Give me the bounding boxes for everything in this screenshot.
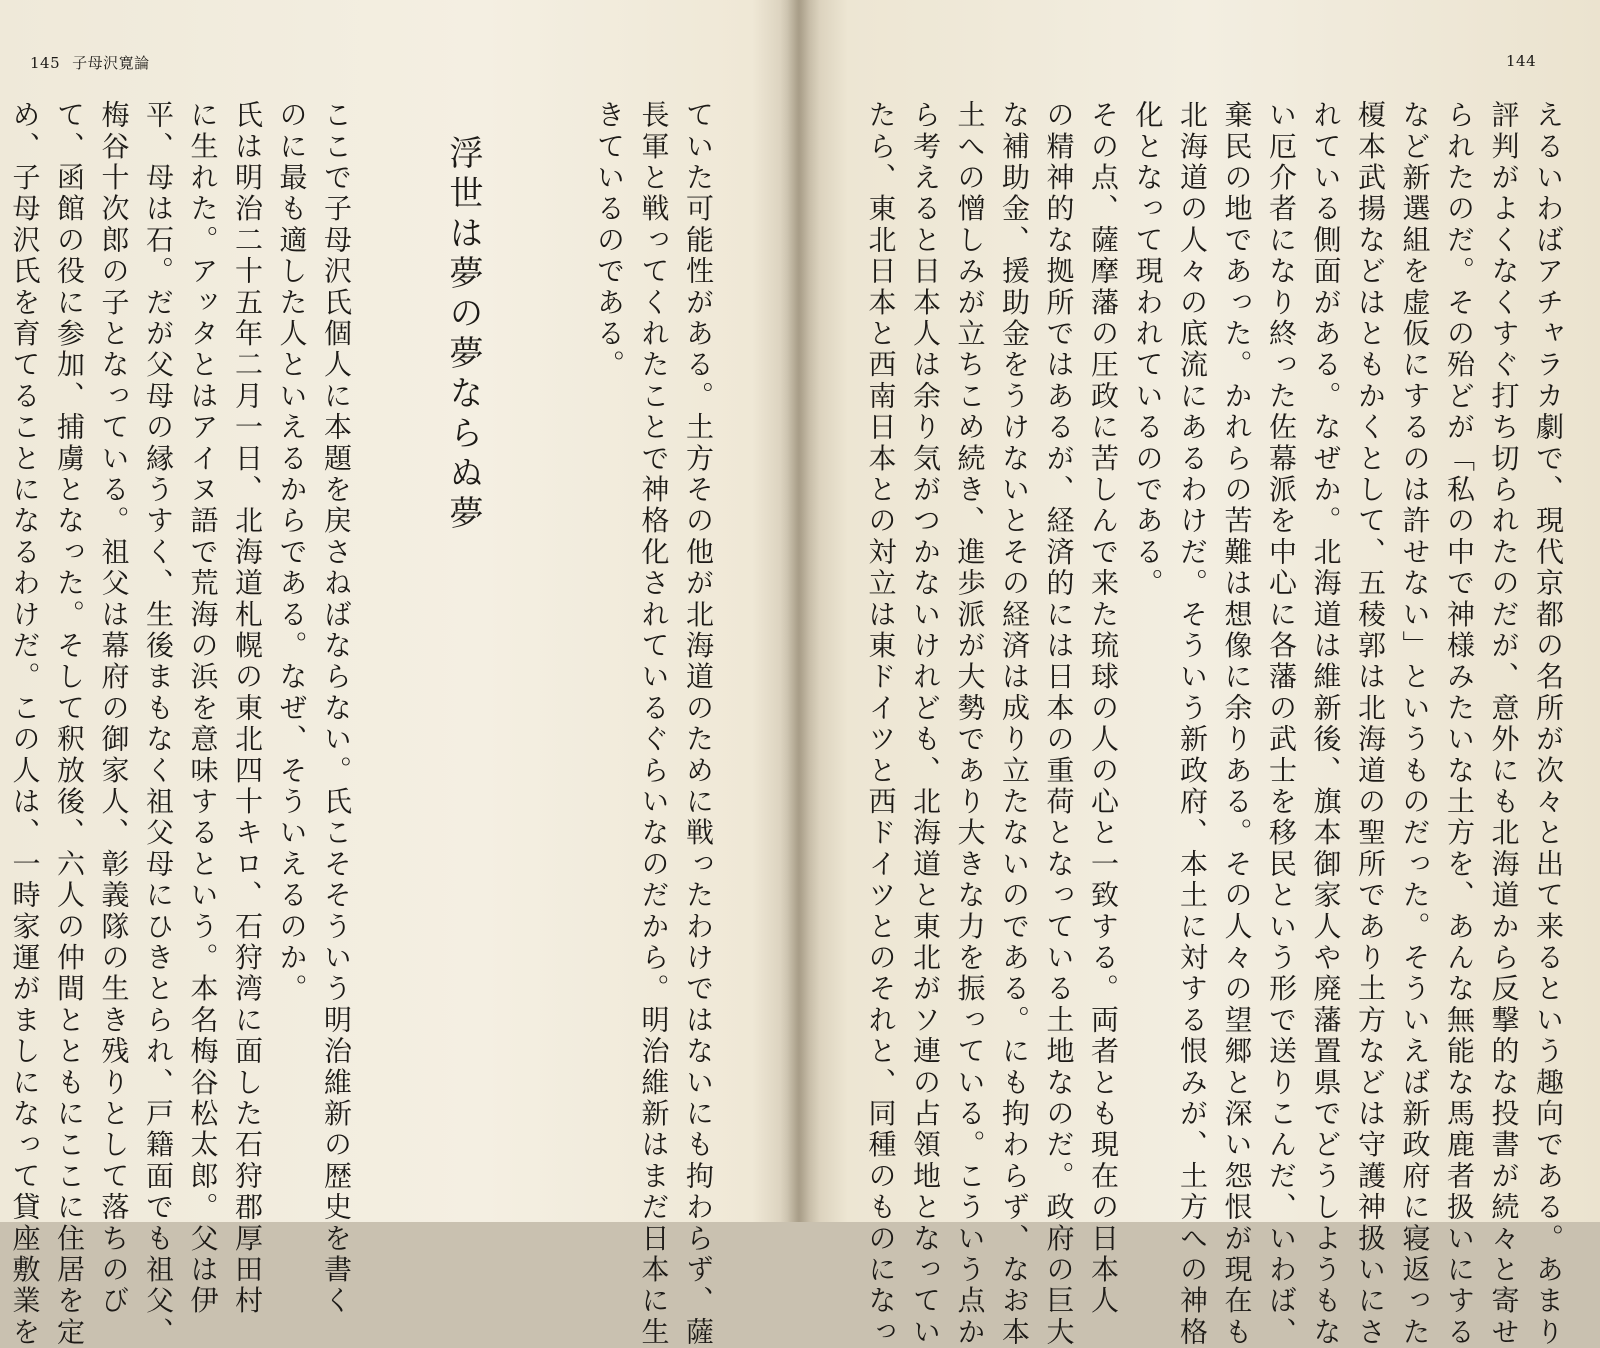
left-page-header [30, 52, 150, 73]
section-heading: 浮世は夢の夢ならぬ夢 [443, 135, 483, 535]
text-line [0, 100, 2, 1110]
left-body-text [8, 100, 358, 1348]
text-line: な補助金、援助金をうけないとその経済は成り立たないのである。にも拘わらず、なお本 [998, 100, 1031, 1348]
text-line: れている側面がある。なぜか。北海道は維新後、旗本御家人や廃藩置県でどうしようもな [1309, 100, 1343, 1348]
text-line: の精神的な拠所ではあるが、経済的には日本の重荷となっている土地なのだ。政府の巨大 [1042, 100, 1076, 1348]
text-line: め、子母沢氏を育てることになるわけだ。この人は、一時家運がましになって貸座敷業を [8, 100, 42, 1348]
text-line: ら考えると日本人は余り気がつかないけれども、北海道と東北がソ連の占領地となってい [909, 100, 942, 1348]
text-line: 氏は明治二十五年二月一日、北海道札幌の東北四十キロ、石狩湾に面した石狩郡厚田村 [231, 100, 264, 1317]
text-line: 評判がよくなくすぐ打ち切られたのだが、意外にも北海道から反撃的な投書が続々と寄せ [1487, 100, 1521, 1348]
text-line: ここで子母沢氏個人に本題を戻さねばならない。氏こそそういう明治維新の歴史を書く [320, 100, 353, 1317]
right-page [790, 0, 1600, 1348]
text-line: 梅谷十次郎の子となっている。祖父は幕府の御家人、彰義隊の生き残りとして落ちのび [97, 100, 131, 1317]
text-line: い厄介者になり終った佐幕派を中心に各藩の武士を移民という形で送りこんだ、いわば、 [1265, 100, 1298, 1348]
text-line: など新選組を虚仮にするのは許せない」というものだった。そういえば新政府に寝返った [1398, 100, 1432, 1348]
page-number-right: 144 [1506, 52, 1537, 70]
right-body-text [850, 100, 1570, 1348]
right-page-header [1506, 52, 1536, 70]
text-line: たら、東北日本と西南日本との対立は東ドイツと西ドイツとのそれと、同種のものになっ [864, 100, 898, 1348]
text-line: 平、母は石。だが父母の縁うすく、生後まもなく祖父母にひきとられ、戸籍面でも祖父、 [142, 100, 175, 1348]
text-line: えるいわばアチャラカ劇で、現代京都の名所が次々と出て来るという趣向である。あまり [1532, 100, 1565, 1348]
continuation-paragraph [540, 100, 720, 1348]
text-line: きているのである。 [593, 100, 626, 381]
text-line: その点、薩摩藩の圧政に苦しんで来た琉球の人の心と一致する。両者とも現在の日本人 [1087, 100, 1120, 1317]
text-line: のに最も適した人といえるからである。なぜ、そういえるのか。 [275, 100, 309, 1005]
text-line: 北海道の人々の底流にあるわけだ。そういう新政府、本土に対する恨みが、土方への神格 [1176, 100, 1209, 1348]
text-line: 長軍と戦ってくれたことで神格化されているぐらいなのだから。明治維新はまだ日本に生 [637, 100, 671, 1348]
text-line: に生れた。アッタとはアイヌ語で荒海の浜を意味するという。本名梅谷松太郎。父は伊 [186, 100, 220, 1317]
text-line: て、函館の役に参加、捕虜となった。そして釈放後、六人の仲間とともにここに住居を定 [53, 100, 86, 1348]
text-line: られたのだ。その殆どが「私の中で神様みたいな土方を、あんな無能な馬鹿者扱いにする [1443, 100, 1476, 1348]
page-number-left: 145 [30, 54, 61, 72]
text-line: 土への憎しみが立ちこめ続き、進歩派が大勢であり大きな力を振っている。こういう点か [953, 100, 987, 1348]
text-line: 棄民の地であった。かれらの苦難は想像に余りある。その人々の望郷と深い怨恨が現在も [1220, 100, 1254, 1348]
running-head: 子母沢寛論 [72, 54, 150, 72]
text-line: 榎本武揚などはともかくとして、五稜郭は北海道の聖所であり土方などは守護神扱いにさ [1354, 100, 1387, 1348]
left-page [0, 0, 790, 1348]
text-line: 化となって現われているのである。 [1131, 100, 1165, 600]
text-line: ていた可能性がある。土方その他が北海道のために戦ったわけではないにも拘わらず、薩 [682, 100, 715, 1348]
